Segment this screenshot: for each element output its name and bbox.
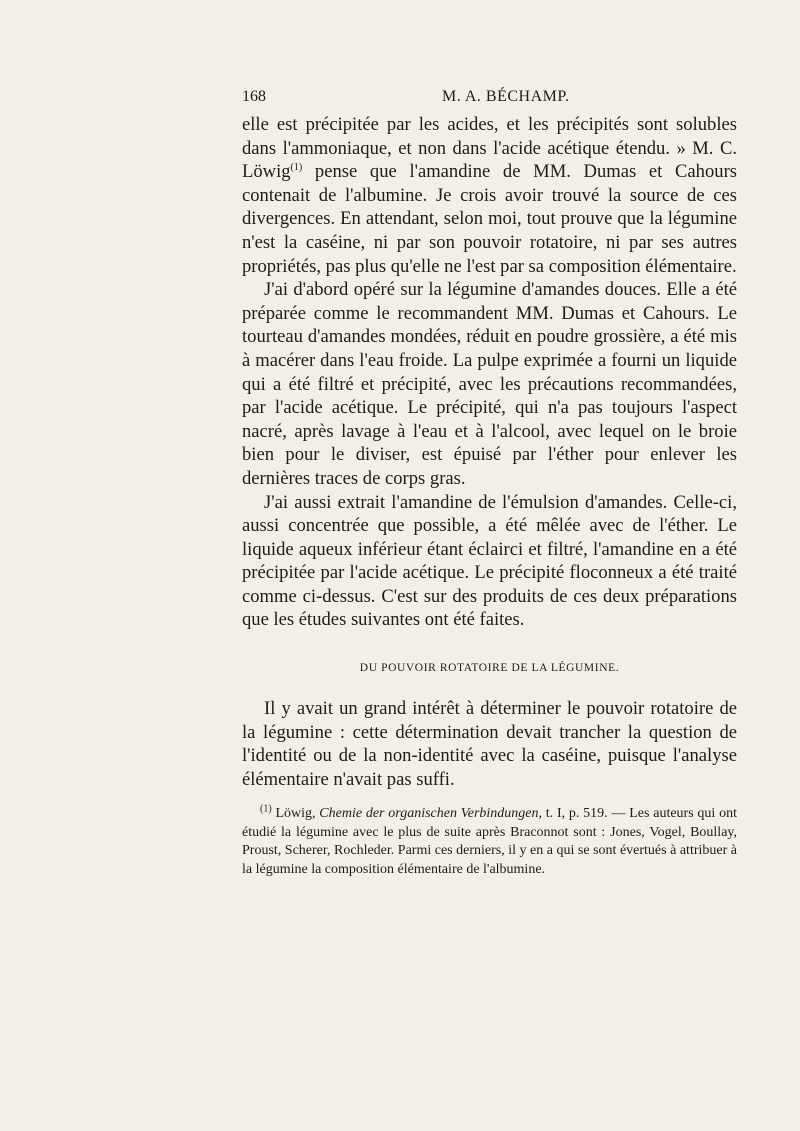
footnote-author: Löwig, xyxy=(271,806,320,821)
paragraph: Il y avait un grand intérêt à déterminer le pouvoir rotatoire de la légumine : cette détermination devait trancher la question de l'identité ou de la non-identité avec la caséine, puisque l'analyse élémentaire n'avait pas suffi. xyxy=(242,698,737,790)
paragraph-text: elle est précipitée par les acides, et les précipités sont solubles dans l'ammoniaque, et non dans l'acide acétique étendu. » M. C. Löwig xyxy=(242,114,737,183)
paragraph xyxy=(242,113,737,278)
footnote xyxy=(242,805,737,879)
footnote-book-title: Chemie der organischen Verbindungen, xyxy=(319,806,543,821)
footnote-marker: (1) xyxy=(260,803,272,815)
paragraph-text: pense que l'amandine de MM. Dumas et Cahours contenait de l'albumine. Je crois avoir trouvé la source de ces divergences. En attendant, selon moi, tout prouve que la légumine n'est la caséine, ni par son pouvoir rotatoire, ni par ses autres propriétés, pas plus qu'elle ne l'est par sa composition élémentaire. xyxy=(242,161,737,277)
running-title: M. A. BÉCHAMP. xyxy=(442,88,570,105)
running-header xyxy=(242,88,762,110)
footnote-text: t. I, p. 519. — Les auteurs qui ont étudié la légumine avec le plus de suite après Braconnot sont : Jones, Vogel, Boullay, Proust, Scherer, Rochleder. Parmi ces derniers, il y en a qui se sont évertués à attribuer à la légumine la composition élémentaire de l'albumine. xyxy=(242,806,737,877)
page-number: 168 xyxy=(242,88,266,105)
main-text xyxy=(242,113,737,632)
section-text xyxy=(242,697,737,791)
paragraph: J'ai d'abord opéré sur la légumine d'amandes douces. Elle a été préparée comme le recommandent MM. Dumas et Cahours. Le tourteau d'amandes mondées, réduit en poudre grossière, a été mis à macérer dans l'eau froide. La pulpe exprimée a fourni un liquide qui a été filtré et précipité, avec les précautions recommandées, par l'acide acétique. Le précipité, qui n'a pas toujours l'aspect nacré, après lavage à l'eau et à l'alcool, avec lequel on le broie bien pour le diviser, est épuisé par l'éther pour enlever les dernières traces de corps gras. xyxy=(242,279,737,489)
paragraph: J'ai aussi extrait l'amandine de l'émulsion d'amandes. Celle-ci, aussi concentrée que possible, a été mêlée avec de l'éther. Le liquide aqueux inférieur étant éclairci et filtré, l'amandine en a été précipitée par l'acide acétique. Le précipité floconneux a été traité comme ci-dessus. C'est sur des produits de ces deux préparations que les études suivantes ont été faites. xyxy=(242,491,737,631)
section-heading: DU POUVOIR ROTATOIRE DE LA LÉGUMINE. xyxy=(359,662,620,674)
footnote-reference: (1) xyxy=(290,162,303,173)
